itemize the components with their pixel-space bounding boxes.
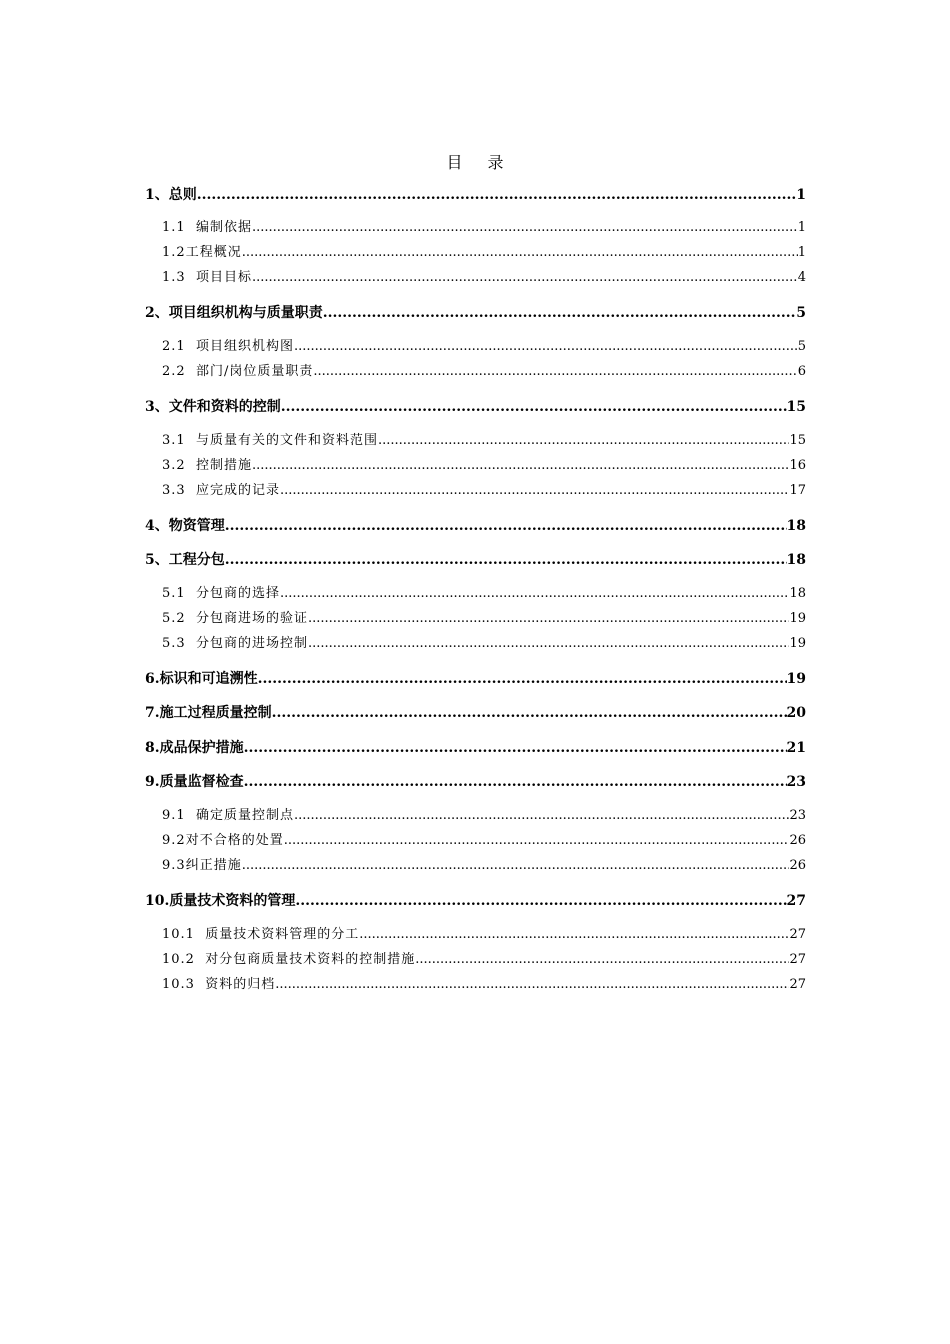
page-number: 26 [789,833,806,848]
dot-leader [258,670,787,688]
dot-leader [272,704,787,722]
toc-entry-9-3[interactable]: 9.3纠正措施 ..... 26 [162,857,806,875]
toc-entry-6[interactable]: 6.标识和可追溯性 ..... 19 [145,670,806,688]
dot-leader [308,635,789,653]
page-number: 21 [786,740,806,756]
page-number: 27 [786,893,806,909]
page-number: 19 [786,671,806,687]
toc-entry-5[interactable]: 5、工程分包 ..... 18 [145,551,806,569]
dot-leader [294,338,798,356]
dot-leader [244,739,787,757]
toc-entry-5-1[interactable]: 5.1 分包商的选择 ..... 18 [162,585,806,603]
toc-entry-1-3[interactable]: 1.3 项目目标 ..... 4 [162,269,806,287]
dot-leader [242,857,790,875]
dot-leader [295,892,786,910]
page-number: 1 [796,187,806,203]
toc-entry-3[interactable]: 3、文件和资料的控制 ..... 15 [145,398,806,416]
page-number: 6 [797,364,806,379]
toc-entry-2[interactable]: 2、项目组织机构与质量职责 ..... 5 [145,304,806,322]
page-number: 18 [786,552,806,568]
page-number: 17 [789,483,806,498]
toc-entry-8[interactable]: 8.成品保护措施 ..... 21 [145,739,806,757]
dot-leader [308,610,789,628]
toc-entry-10-2[interactable]: 10.2 对分包商质量技术资料的控制措施 ..... 27 [162,951,806,969]
page-number: 15 [789,433,806,448]
dot-leader [242,244,798,262]
dot-leader [378,432,789,450]
page-number: 4 [797,270,806,285]
toc-entry-3-2[interactable]: 3.2 控制措施 ..... 16 [162,457,806,475]
toc-entry-9-1[interactable]: 9.1 确定质量控制点 ..... 23 [162,807,806,825]
page-number: 16 [789,458,806,473]
page-number: 27 [789,927,806,942]
page-number: 20 [786,705,806,721]
dot-leader [313,363,797,381]
dot-leader [252,219,798,237]
dot-leader [225,517,787,535]
dot-leader [252,457,789,475]
dot-leader [197,186,797,204]
toc-entry-3-3[interactable]: 3.3 应完成的记录 ..... 17 [162,482,806,500]
page-number: 5 [796,305,806,321]
toc-entry-7[interactable]: 7.施工过程质量控制 ..... 20 [145,704,806,722]
toc-entry-5-2[interactable]: 5.2 分包商进场的验证 ..... 19 [162,610,806,628]
page-number: 18 [789,586,806,601]
toc-entry-1-1[interactable]: 1.1 编制依据 ..... 1 [162,219,806,237]
dot-leader [281,398,787,416]
dot-leader [415,951,789,969]
page-number: 26 [789,858,806,873]
toc-entry-9[interactable]: 9.质量监督检查 ..... 23 [145,773,806,791]
page-number: 23 [789,808,806,823]
dot-leader [359,926,789,944]
page-number: 27 [789,977,806,992]
toc-entry-1[interactable]: 1、总则 ..... 1 [145,186,806,204]
toc-entry-3-1[interactable]: 3.1 与质量有关的文件和资料范围 ..... 15 [162,432,806,450]
page-number: 23 [786,774,806,790]
toc-entry-10-3[interactable]: 10.3 资料的归档 ..... 27 [162,976,806,994]
dot-leader [284,832,790,850]
page-number: 15 [786,399,806,415]
page-number: 5 [797,339,806,354]
dot-leader [225,551,787,569]
page-number: 19 [789,611,806,626]
toc-entry-4[interactable]: 4、物资管理 ..... 18 [145,517,806,535]
toc-entry-5-3[interactable]: 5.3 分包商的进场控制 ..... 19 [162,635,806,653]
page-number: 27 [789,952,806,967]
page-number: 19 [789,636,806,651]
toc-entry-2-1[interactable]: 2.1 项目组织机构图 ..... 5 [162,338,806,356]
page-number: 1 [797,245,806,260]
dot-leader [244,773,787,791]
dot-leader [252,269,798,287]
toc-entry-10[interactable]: 10.质量技术资料的管理 ..... 27 [145,892,806,910]
page-number: 1 [797,220,806,235]
page-number: 18 [786,518,806,534]
dot-leader [275,976,789,994]
dot-leader [323,304,797,322]
dot-leader [294,807,789,825]
toc-entry-2-2[interactable]: 2.2 部门/岗位质量职责 ..... 6 [162,363,806,381]
toc-entry-9-2[interactable]: 9.2对不合格的处置 ..... 26 [162,832,806,850]
toc-title: 目 录 [446,153,514,172]
dot-leader [280,482,789,500]
toc-entry-10-1[interactable]: 10.1 质量技术资料管理的分工 ..... 27 [162,926,806,944]
dot-leader [280,585,789,603]
toc-entry-1-2[interactable]: 1.2工程概况 ..... 1 [162,244,806,262]
